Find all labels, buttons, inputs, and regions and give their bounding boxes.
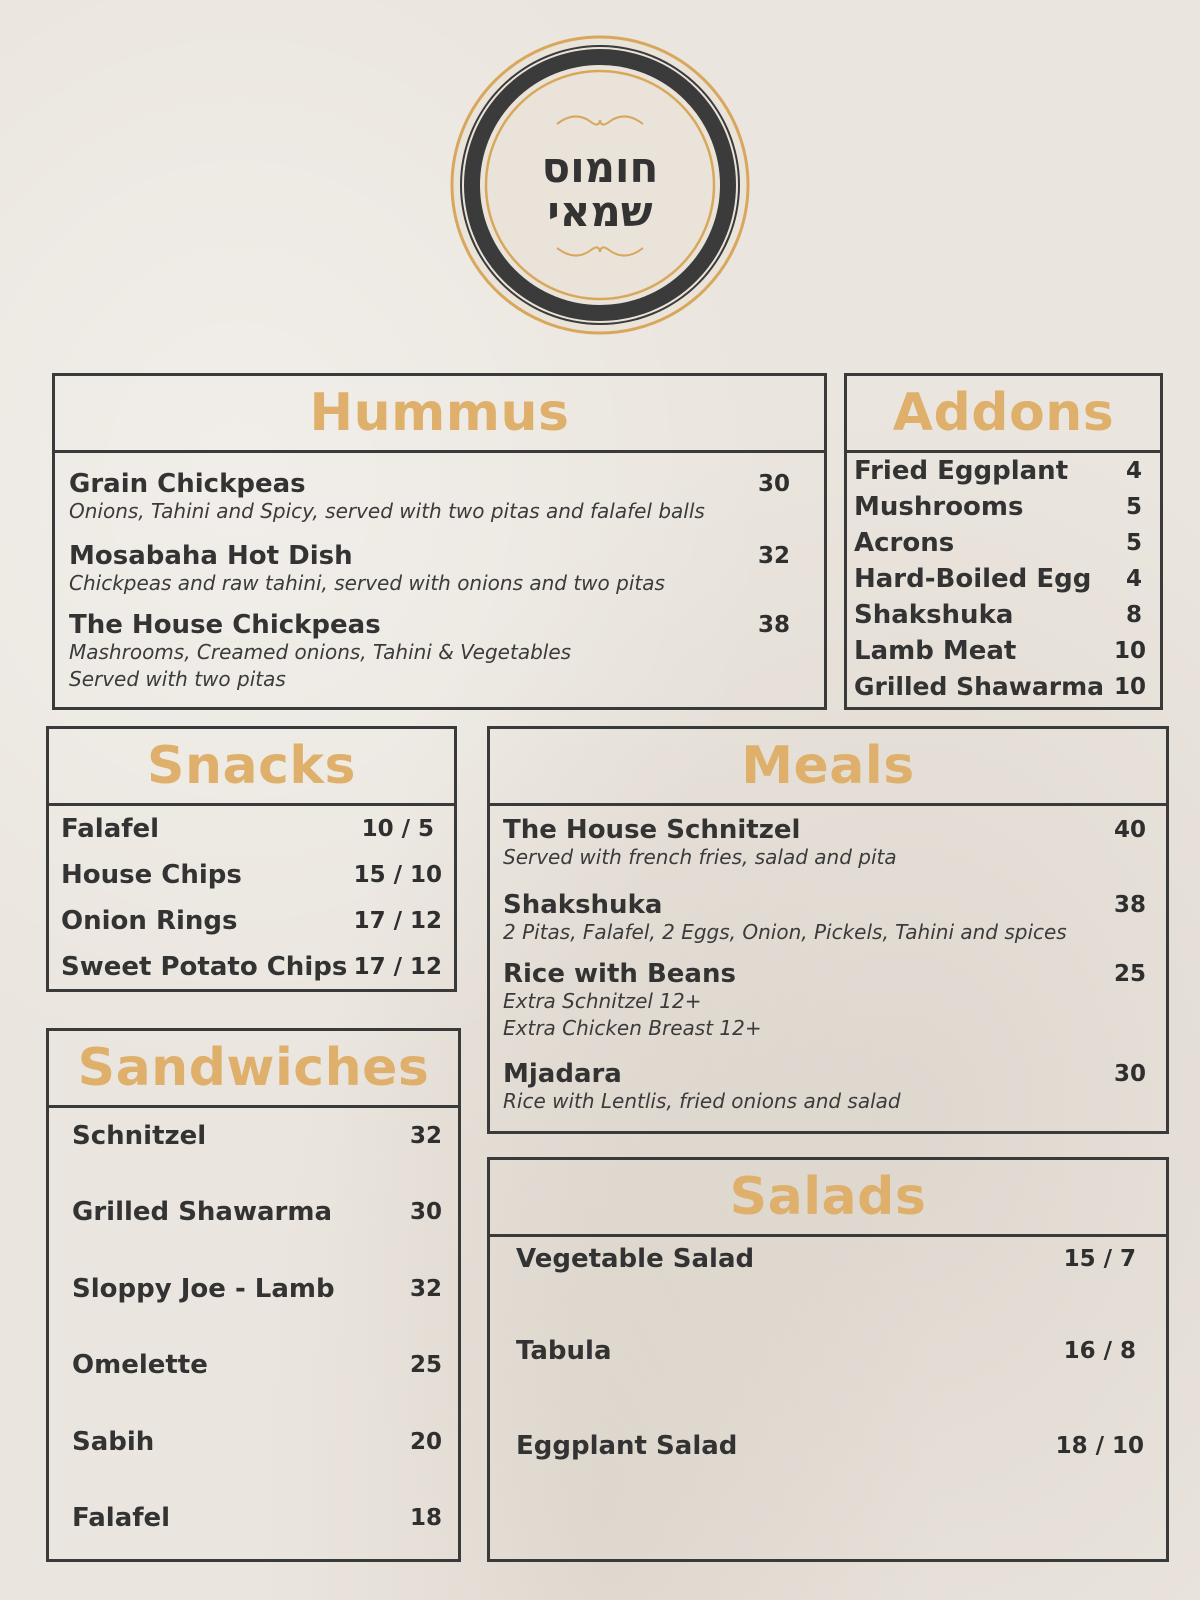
item-name: Hard-Boiled Egg <box>854 564 1092 594</box>
item-price: 10 / 5 <box>361 816 434 842</box>
item-price: 32 <box>409 1276 442 1302</box>
item-name: Mjadara <box>503 1059 622 1089</box>
item-price: 5 <box>1125 530 1142 556</box>
item-description: 2 Pitas, Falafel, 2 Eggs, Onion, Pickels, Tahini and spices <box>503 920 1067 944</box>
item-name: Onion Rings <box>61 906 238 936</box>
item-name: Sloppy Joe - Lamb <box>72 1274 335 1304</box>
meals-title: Meals <box>741 736 915 796</box>
item-price: 17 / 12 <box>353 954 442 980</box>
item-name: Grilled Shawarma <box>854 672 1104 701</box>
item-name: Falafel <box>61 814 160 844</box>
item-description: Served with two pitas <box>69 667 286 691</box>
item-price: 18 / 10 <box>1055 1433 1144 1459</box>
item-price: 32 <box>409 1123 442 1149</box>
item-name: Shakshuka <box>503 890 663 920</box>
item-price: 20 <box>409 1429 442 1455</box>
item-name: Sabih <box>72 1427 155 1457</box>
salads-title: Salads <box>729 1167 927 1227</box>
item-name: Omelette <box>72 1350 208 1380</box>
item-price: 8 <box>1125 602 1142 628</box>
item-description: Served with french fries, salad and pita <box>503 845 897 869</box>
salads-section <box>487 1157 1169 1562</box>
item-price: 40 <box>1113 817 1146 843</box>
item-name: Shakshuka <box>854 600 1014 630</box>
item-name: Fried Eggplant <box>854 456 1069 486</box>
item-price: 25 <box>409 1352 442 1378</box>
item-description: Mashrooms, Creamed onions, Tahini & Vegetables <box>69 640 572 664</box>
snacks-title: Snacks <box>147 736 356 796</box>
item-name: The House Schnitzel <box>503 815 801 845</box>
meals-section <box>487 726 1169 1134</box>
sandwiches-section <box>46 1028 461 1562</box>
item-price: 5 <box>1125 494 1142 520</box>
item-description: Chickpeas and raw tahini, served with onions and two pitas <box>69 571 665 595</box>
item-name: The House Chickpeas <box>69 610 381 640</box>
item-price: 16 / 8 <box>1063 1338 1136 1364</box>
item-name: Tabula <box>516 1336 612 1366</box>
item-name: Eggplant Salad <box>516 1431 738 1461</box>
item-description: Onions, Tahini and Spicy, served with two pitas and falafel balls <box>69 499 705 523</box>
item-name: Sweet Potato Chips <box>61 952 348 982</box>
item-price: 30 <box>757 471 790 497</box>
item-price: 18 <box>409 1505 442 1531</box>
item-name: Mushrooms <box>854 492 1024 522</box>
item-price: 4 <box>1125 566 1142 592</box>
item-name: House Chips <box>61 860 242 890</box>
item-name: Grilled Shawarma <box>72 1197 332 1227</box>
item-price: 25 <box>1113 961 1146 987</box>
item-price: 10 <box>1113 638 1146 664</box>
item-price: 17 / 12 <box>353 908 442 934</box>
item-name: Schnitzel <box>72 1121 207 1151</box>
item-name: Vegetable Salad <box>516 1244 755 1274</box>
item-name: Rice with Beans <box>503 959 736 989</box>
item-price: 10 <box>1113 674 1146 700</box>
item-price: 38 <box>1113 892 1146 918</box>
hummus-title: Hummus <box>309 383 570 443</box>
item-description: Extra Schnitzel 12+ <box>503 989 702 1013</box>
item-description: Extra Chicken Breast 12+ <box>503 1016 762 1040</box>
item-name: Mosabaha Hot Dish <box>69 541 353 571</box>
logo-line-1: חומוס <box>541 143 659 192</box>
item-name: Grain Chickpeas <box>69 469 306 499</box>
item-description: Rice with Lentlis, fried onions and salad <box>503 1089 901 1113</box>
item-price: 30 <box>409 1199 442 1225</box>
addons-section <box>844 373 1163 710</box>
item-price: 4 <box>1125 458 1142 484</box>
item-name: Lamb Meat <box>854 636 1017 666</box>
hummus-section <box>52 373 827 710</box>
item-price: 15 / 10 <box>353 862 442 888</box>
snacks-section <box>46 726 457 992</box>
restaurant-logo <box>449 34 751 336</box>
logo-line-2: שמאי <box>547 187 653 236</box>
item-name: Falafel <box>72 1503 171 1533</box>
sandwiches-title: Sandwiches <box>77 1038 430 1098</box>
addons-title: Addons <box>892 383 1115 443</box>
item-price: 32 <box>757 543 790 569</box>
item-price: 30 <box>1113 1061 1146 1087</box>
item-price: 15 / 7 <box>1063 1246 1136 1272</box>
item-name: Acrons <box>854 528 955 558</box>
item-price: 38 <box>757 612 790 638</box>
